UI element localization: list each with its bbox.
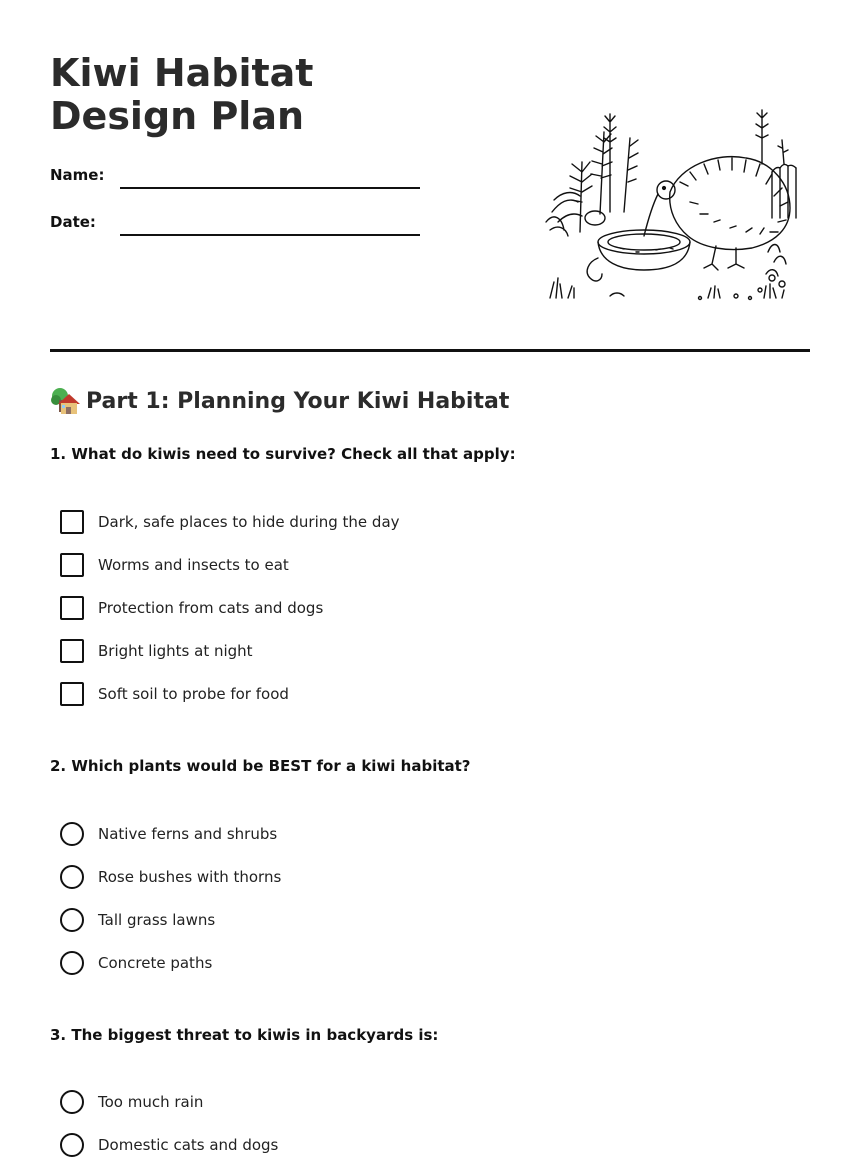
q2-option-label: Rose bushes with thorns xyxy=(98,868,282,886)
q1-option-label: Dark, safe places to hide during the day xyxy=(98,513,400,531)
q2-option-label: Tall grass lawns xyxy=(98,911,216,929)
radio-button[interactable] xyxy=(60,908,84,932)
q3-option-label: Domestic cats and dogs xyxy=(98,1136,279,1154)
q3-option-cats-dogs[interactable] xyxy=(60,1133,278,1157)
q1-option-bright-lights[interactable] xyxy=(60,639,253,663)
q1-option-protection[interactable] xyxy=(60,596,323,620)
part1-heading xyxy=(50,386,509,416)
question-2: 2. Which plants would be BEST for a kiwi habitat? xyxy=(50,757,471,775)
q2-option-concrete-paths[interactable] xyxy=(60,951,212,975)
q2-option-label: Concrete paths xyxy=(98,954,213,972)
q1-option-label: Soft soil to probe for food xyxy=(98,685,289,703)
q3-option-too-much-rain[interactable] xyxy=(60,1090,203,1114)
radio-button[interactable] xyxy=(60,1090,84,1114)
name-label: Name: xyxy=(50,166,105,184)
q1-option-label: Bright lights at night xyxy=(98,642,253,660)
name-field[interactable] xyxy=(120,187,420,189)
question-1: 1. What do kiwis need to survive? Check all that apply: xyxy=(50,445,516,463)
house-with-tree-icon xyxy=(50,386,80,416)
date-label: Date: xyxy=(50,213,96,231)
checkbox[interactable] xyxy=(60,682,84,706)
checkbox[interactable] xyxy=(60,553,84,577)
worksheet-title: Kiwi Habitat Design Plan xyxy=(50,51,314,138)
part1-heading-text: Part 1: Planning Your Kiwi Habitat xyxy=(86,388,510,414)
radio-button[interactable] xyxy=(60,822,84,846)
question-3: 3. The biggest threat to kiwis in backyards is: xyxy=(50,1026,439,1044)
q2-option-rose-bushes[interactable] xyxy=(60,865,281,889)
q1-option-soft-soil[interactable] xyxy=(60,682,289,706)
section-divider xyxy=(50,349,810,352)
q3-option-label: Too much rain xyxy=(98,1093,204,1111)
q1-option-label: Protection from cats and dogs xyxy=(98,599,324,617)
q1-option-worms-insects[interactable] xyxy=(60,553,289,577)
q2-option-label: Native ferns and shrubs xyxy=(98,825,278,843)
radio-button[interactable] xyxy=(60,1133,84,1157)
q1-option-label: Worms and insects to eat xyxy=(98,556,289,574)
date-field[interactable] xyxy=(120,234,420,236)
checkbox[interactable] xyxy=(60,596,84,620)
q2-option-tall-grass[interactable] xyxy=(60,908,215,932)
q1-option-dark-safe-places[interactable] xyxy=(60,510,400,534)
q2-option-native-ferns[interactable] xyxy=(60,822,277,846)
checkbox[interactable] xyxy=(60,639,84,663)
kiwi-bird-illustration xyxy=(540,102,804,308)
radio-button[interactable] xyxy=(60,951,84,975)
checkbox[interactable] xyxy=(60,510,84,534)
radio-button[interactable] xyxy=(60,865,84,889)
